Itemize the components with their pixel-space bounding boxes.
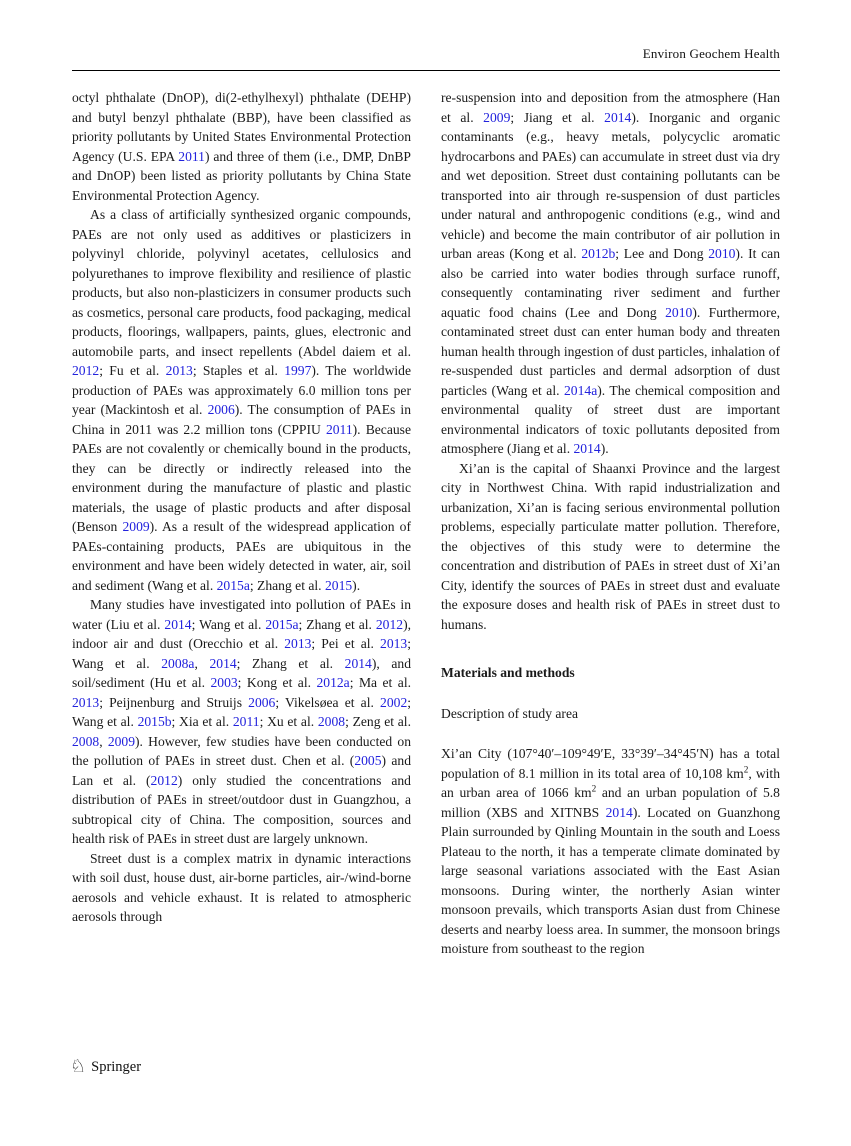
text-run: ) and three of them (i.e., DMP, DnBP and DnOP) been listed as priority pollutants by China State Environmental Protection Agency. xyxy=(72,148,411,203)
citation-link[interactable]: 2014 xyxy=(604,109,632,125)
text-run: ; Zhang et al. xyxy=(249,577,325,593)
citation-link[interactable]: 2003 xyxy=(210,675,238,690)
subsection-heading: Description of study area xyxy=(441,705,579,721)
text-run: ). As a result of the widespread application of PAEs-containing products, PAEs are ubiquitous in the environment and have been widely detected in water, air, soil and sediment (Wang et al. xyxy=(72,519,411,593)
paragraph xyxy=(72,595,411,849)
citation-link[interactable]: 2011 xyxy=(178,148,205,164)
citation-link[interactable]: 2014 xyxy=(344,655,372,671)
citation-link[interactable]: 2008 xyxy=(317,714,346,729)
text-run: ). The worldwide production of PAEs was approximately 6.0 million tons per year (Mackintosh et al. xyxy=(72,363,411,417)
text-run: ). xyxy=(352,577,361,593)
citation-link[interactable]: 2008a xyxy=(161,655,195,671)
text-run: ; Xia et al. xyxy=(171,714,233,729)
text-run: ; Ma et al. xyxy=(349,675,411,690)
citation-link[interactable]: 2015a xyxy=(265,616,299,632)
citation-link[interactable]: 2002 xyxy=(380,694,408,710)
text-run: Street dust is a complex matrix in dynamic interactions with soil dust, house dust, air-borne particles, air-/wind-borne aerosols and vehicle exhaust. It is related to atmospheric aerosols through xyxy=(72,850,411,924)
superscript: 2 xyxy=(591,783,597,794)
text-run: ). It can also be carried into water bodies through surface runoff, consequently contaminating river sediment and further aquatic food chains (Lee and Dong xyxy=(441,246,780,320)
citation-link[interactable]: 2012 xyxy=(72,363,100,378)
text-run: ; Zhang et al. xyxy=(236,655,345,671)
section-heading: Materials and methods xyxy=(441,665,575,680)
citation-link[interactable]: 2013 xyxy=(72,694,100,710)
journal-title: Environ Geochem Health xyxy=(642,46,780,61)
text-run: As a class of artificially synthesized organic compounds, PAEs are not only used as additives or plasticizers in polyvinyl chloride, polyvinyl acetates, cellulosics and polyurethanes to improve flexibility and resilience of plastic products, but also non-plasticizers in consumer products such as cosmetics, personal care products, food packaging, medical products, floorings, wallpapers, paints, glues, electronic and automobile parts, and insect repellents (Abdel daiem et al. xyxy=(72,207,411,359)
text-run: octyl phthalate (DnOP), di(2-ethylhexyl) phthalate (DEHP) and butyl benzyl phthalate (BBP), have been classified as priority pollutants by United States Environmental Protection Agency (U.S. EPA xyxy=(72,90,411,164)
citation-link[interactable]: 2009 xyxy=(122,519,150,534)
citation-link[interactable]: 2006 xyxy=(248,694,276,710)
paragraph xyxy=(441,88,780,459)
citation-link[interactable]: 2010 xyxy=(708,246,736,261)
citation-link[interactable]: 1997 xyxy=(284,363,312,378)
text-run: Many studies have investigated into pollution of PAEs in water (Liu et al. xyxy=(72,597,411,632)
citation-link[interactable]: 2013 xyxy=(380,636,408,651)
header-divider xyxy=(72,70,780,71)
text-run: ). Inorganic and organic contaminants (e.g., heavy metals, polycyclic aromatic hydrocarbons and PAEs) can accumulate in street dust via dry and wet deposition. Street dust containing pollutants can be transported into air through re-suspension of dust particles under natural and anthropogenic conditions (e.g., wind and vehicle) and become the main contributor of air pollution in urban areas (Kong et al. xyxy=(441,109,780,261)
text-run: ; Staples et al. xyxy=(192,363,285,378)
text-run: ). The chemical composition and environmental quality of street dust are important environmental indicators of toxic pollutants deposited from atmosphere (Jiang et al. xyxy=(441,382,780,456)
text-run: ). The consumption of PAEs in China in 2011 was 2.2 million tons (CPPIU xyxy=(72,402,411,437)
superscript: 2 xyxy=(743,763,749,774)
text-run: , xyxy=(99,733,108,749)
text-run: ; Peijnenburg and Struijs xyxy=(99,694,249,710)
left-column xyxy=(72,88,411,959)
citation-link[interactable]: 2015a xyxy=(216,577,250,593)
citation-link[interactable]: 2012a xyxy=(316,675,350,690)
citation-link[interactable]: 2014a xyxy=(564,382,598,398)
paragraph xyxy=(72,88,411,205)
citation-link[interactable]: 2014 xyxy=(605,804,633,820)
text-run: ; Lee and Dong xyxy=(615,246,709,261)
text-run: ), and soil/sediment (Hu et al. xyxy=(72,655,412,690)
text-run: ; Jiang et al. xyxy=(510,109,605,125)
citation-link[interactable]: 2009 xyxy=(107,733,135,749)
citation-link[interactable]: 2014 xyxy=(209,655,237,671)
citation-link[interactable]: 2014 xyxy=(164,616,192,632)
citation-link[interactable]: 2011 xyxy=(325,421,353,437)
text-run: ; Pei et al. xyxy=(311,636,381,651)
citation-link[interactable]: 2008 xyxy=(72,733,100,749)
text-run: ; Wang et al. xyxy=(72,636,411,671)
publisher-name: Springer xyxy=(91,1058,142,1075)
text-run: ). Because PAEs are not covalently or chemically bound in the products, they can be directly or indirectly released into the environment during the manufacture of plastic and plastic materials, the usage of plastic products and after disposal (Benson xyxy=(72,421,411,534)
citation-link[interactable]: 2012 xyxy=(375,616,404,632)
text-run: ) and Lan et al. ( xyxy=(72,753,411,788)
text-run: ; Zhang et al. xyxy=(298,616,376,632)
springer-knight-icon: ♘ xyxy=(70,1056,87,1077)
paragraph xyxy=(441,744,780,959)
two-column-body xyxy=(72,88,780,959)
citation-link[interactable]: 2013 xyxy=(284,636,312,651)
citation-link[interactable]: 2005 xyxy=(354,753,382,768)
paragraph xyxy=(72,205,411,595)
text-run: ) only studied the concentrations and distribution of PAEs in street/outdoor dust in Guangzhou, a subtropical city of China. The composition, sources and health risk of PAEs in street dust are largely unknown. xyxy=(72,772,411,846)
publisher-footer xyxy=(70,1058,141,1076)
text-run: ). Furthermore, contaminated street dust can enter human body and threaten human health through ingestion of dust particles, inhalation of re-suspended dust particles and dermal adsorption of dust particles (Wang et al. xyxy=(441,304,780,398)
text-run: ). Located on Guanzhong Plain surrounded by Qinling Mountain in the south and Loess Plateau to the north, it has a temperate climate dominated by large seasonal variations associated with the East Asian monsoons. During winter, the northerly Asian winter monsoon prevails, which transports Asian dust from Chinese deserts and nearby loess area. In summer, the monsoon brings moisture from southeast to the region xyxy=(441,804,781,956)
text-run: , xyxy=(194,655,210,671)
text-run: ). However, few studies have been conducted on the pollution of PAEs in street dust. Chen et al. ( xyxy=(72,733,412,768)
text-run: Xi’an is the capital of Shaanxi Province and the largest city in Northwest China. With rapid industrialization and urbanization, Xi’an is facing serious environmental pollution problems, especially particulate matter pollution. Therefore, the objectives of this study were to determine the concentration and distribution of PAEs in street dust of Xi’an City, identify the sources of PAEs in street dust and evaluate the exposure doses and health risk of PAEs in street dust to humans. xyxy=(441,460,780,632)
text-run: ), indoor air and dust (Orecchio et al. xyxy=(72,616,411,651)
text-run: ; Xu et al. xyxy=(259,714,318,729)
text-run: and an urban population of 5.8 million (XBS and XITNBS xyxy=(441,785,780,820)
text-run: , with an urban area of 1066 km xyxy=(441,765,780,800)
text-run: ; Zeng et al. xyxy=(345,714,411,729)
citation-link[interactable]: 2012b xyxy=(581,246,616,261)
citation-link[interactable]: 2006 xyxy=(207,402,235,417)
text-run: ; Vikelsøea et al. xyxy=(275,694,381,710)
text-run: ; Wang et al. xyxy=(191,616,266,632)
right-column xyxy=(441,88,780,959)
citation-link[interactable]: 2013 xyxy=(165,363,193,378)
paragraph xyxy=(72,849,411,927)
text-run: ). xyxy=(600,441,609,456)
citation-link[interactable]: 2014 xyxy=(573,441,601,456)
citation-link[interactable]: 2009 xyxy=(483,109,511,125)
text-run: Xi’an City (107°40′–109°49′E, 33°39′–34°45′N) has a total population of 8.1 million in its total area of 10,108 km xyxy=(441,746,780,781)
text-run: ; Kong et al. xyxy=(237,675,317,690)
text-run: ; Fu et al. xyxy=(99,363,166,378)
citation-link[interactable]: 2012 xyxy=(150,772,178,788)
citation-link[interactable]: 2015b xyxy=(137,714,172,729)
text-run: re-suspension into and deposition from the atmosphere (Han et al. xyxy=(441,90,780,125)
text-run: ; Wang et al. xyxy=(72,694,412,729)
citation-link[interactable]: 2015 xyxy=(324,577,353,593)
paragraph xyxy=(441,459,780,635)
citation-link[interactable]: 2011 xyxy=(232,714,260,729)
citation-link[interactable]: 2010 xyxy=(665,304,693,320)
